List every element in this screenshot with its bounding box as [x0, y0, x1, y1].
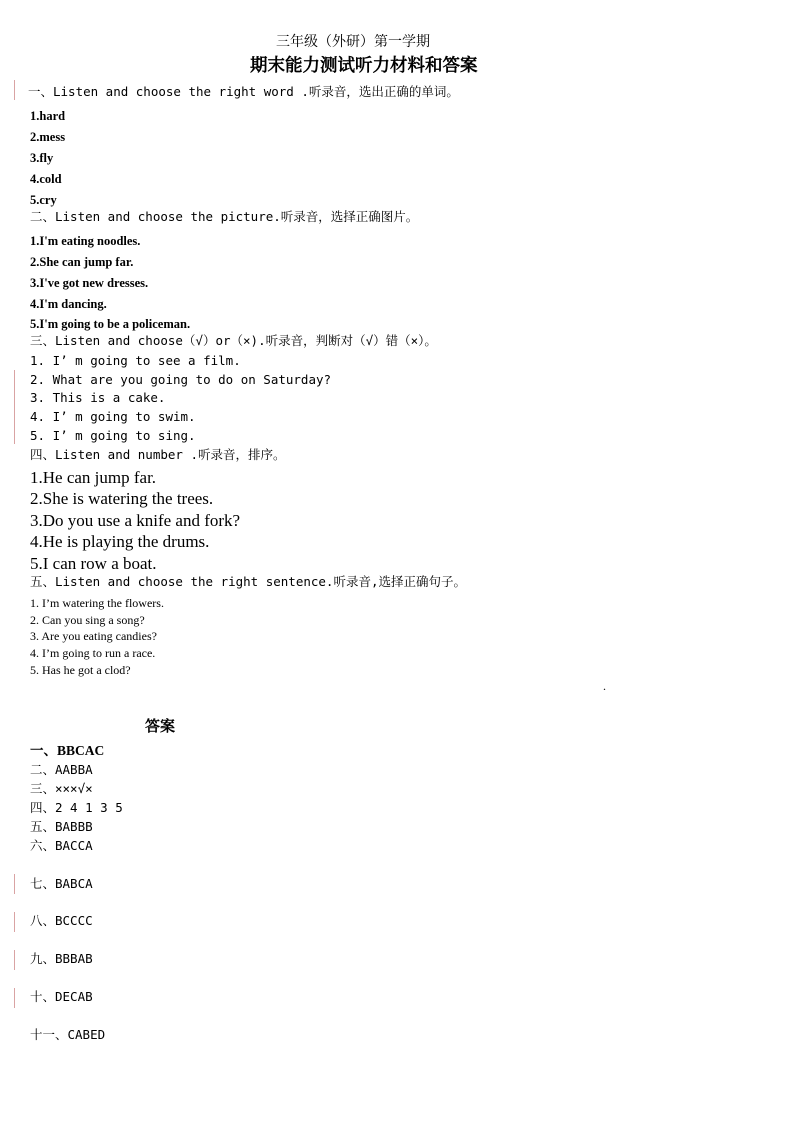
revision-mark [14, 370, 15, 444]
section-5-item: 5. Has he got a clod? [30, 663, 131, 677]
section-1-heading: 一、Listen and choose the right word .听录音，选出正确的单词。 [28, 84, 459, 99]
section-5-heading: 五、Listen and choose the right sentence.听录音,选择正确句子。 [30, 574, 466, 589]
section-4-heading: 四、Listen and number .听录音，排序。 [30, 447, 286, 462]
section-2-item: 2.She can jump far. [30, 255, 134, 269]
section-5-item: 3. Are you eating candies? [30, 629, 157, 643]
answer-line: 七、BABCA [30, 876, 93, 891]
answers-title: 答案 [145, 717, 176, 735]
section-1-item: 5.cry [30, 193, 57, 207]
section-3-item: 1. I’ m going to see a film. [30, 353, 241, 368]
section-2-item: 5.I'm going to be a policeman. [30, 317, 191, 331]
section-2-heading: 二、Listen and choose the picture.听录音，选择正确图片。 [30, 209, 419, 224]
answer-line: 五、BABBB [30, 819, 93, 834]
section-4-item: 1.He can jump far. [30, 468, 157, 487]
section-4-item: 3.Do you use a knife and fork? [30, 511, 241, 530]
section-3-item: 5. I’ m going to sing. [30, 428, 196, 443]
revision-mark [14, 988, 15, 1008]
answer-line: 六、BACCA [30, 838, 93, 853]
answer-line: 四、2 4 1 3 5 [30, 800, 123, 815]
title-line-1: 三年级（外研）第一学期 [276, 34, 430, 50]
section-3-item: 4. I’ m going to swim. [30, 409, 196, 424]
section-3-item: 2. What are you going to do on Saturday? [30, 372, 332, 387]
answer-line: 八、BCCCC [30, 913, 93, 928]
section-1-item: 1.hard [30, 109, 66, 123]
section-4-item: 5.I can row a boat. [30, 554, 157, 573]
revision-mark [14, 80, 15, 100]
section-3-item: 3. This is a cake. [30, 390, 166, 405]
revision-mark [14, 912, 15, 932]
stray-dot: . [603, 679, 606, 693]
section-5-item: 1. I’m watering the flowers. [30, 596, 164, 610]
answer-line: 二、AABBA [30, 762, 93, 777]
section-2-item: 4.I'm dancing. [30, 297, 107, 311]
revision-mark [14, 950, 15, 970]
section-1-item: 2.mess [30, 130, 66, 144]
revision-mark [14, 874, 15, 894]
answer-line: 十一、CABED [30, 1027, 106, 1042]
answer-line: 十、DECAB [30, 989, 93, 1004]
title-line-2: 期末能力测试听力材料和答案 [250, 56, 478, 76]
section-3-heading: 三、Listen and choose（√）or（×).听录音，判断对（√）错（×）。 [30, 333, 437, 348]
section-4-item: 2.She is watering the trees. [30, 489, 214, 508]
section-5-item: 4. I’m going to run a race. [30, 646, 156, 660]
answer-line: 三、×××√× [30, 781, 93, 796]
answer-line: 九、BBBAB [30, 951, 93, 966]
section-4-item: 4.He is playing the drums. [30, 532, 210, 551]
section-1-item: 3.fly [30, 151, 54, 165]
section-2-item: 1.I'm eating noodles. [30, 234, 141, 248]
section-5-item: 2. Can you sing a song? [30, 613, 145, 627]
section-2-item: 3.I've got new dresses. [30, 276, 149, 290]
section-1-item: 4.cold [30, 172, 62, 186]
answer-line: 一、BBCAC [30, 743, 105, 758]
